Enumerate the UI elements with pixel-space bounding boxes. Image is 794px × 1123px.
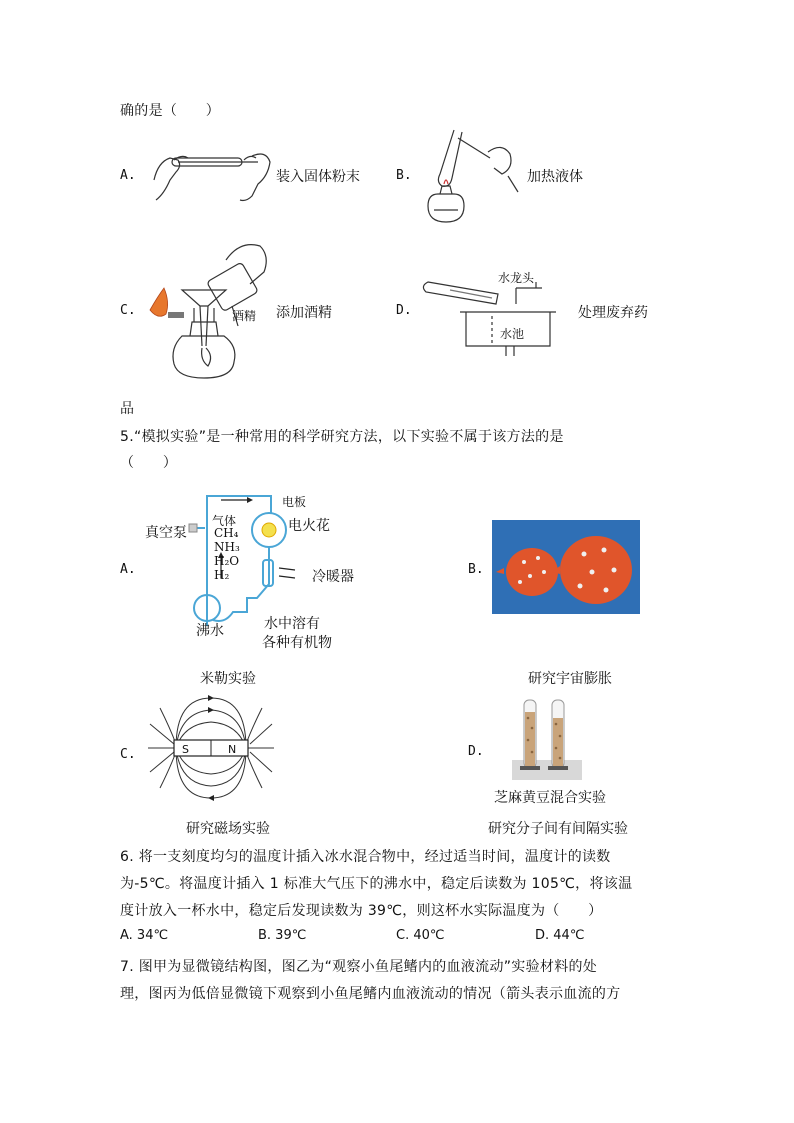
miller-h2-label: H₂ <box>214 568 230 582</box>
q6-choice-b: B. 39℃ <box>258 928 307 943</box>
miller-nh3-label: NH₃ <box>214 540 240 554</box>
q4-option-d-caption: 处理废弃药 <box>578 305 648 321</box>
q4-stem-tail: 确的是（ ） <box>120 103 221 119</box>
q5-option-c-letter: C. <box>120 747 136 762</box>
miller-ch4-label: CH₄ <box>214 526 239 540</box>
q4-option-c-letter: C. <box>120 303 136 318</box>
magnetic-field-diagram <box>146 694 276 802</box>
q4-option-d-letter: D. <box>396 303 412 318</box>
powder-loading-illustration <box>148 140 276 208</box>
q7-line-2: 理，图丙为低倍显微镜下观察到小鱼尾鳍内血液流动的情况（箭头表示血流的方 <box>120 986 621 1002</box>
q5-option-d-inner-label: 芝麻黄豆混合实验 <box>494 790 606 806</box>
q4-option-c-caption: 添加酒精 <box>276 305 332 321</box>
q4-caption-tail: 品 <box>120 401 135 417</box>
q4-option-b-caption: 加热液体 <box>527 169 583 185</box>
sesame-soybean-tubes-image <box>512 694 582 780</box>
miller-pump-label: 真空泵 <box>145 525 187 541</box>
q5-paren: （ ） <box>120 455 178 471</box>
svg-text:N: N <box>228 743 237 756</box>
miller-organic-label-2: 各种有机物 <box>262 635 332 651</box>
heating-liquid-illustration <box>418 128 522 228</box>
q4-option-c-inner-label: 酒精 <box>232 309 257 323</box>
svg-text:S: S <box>182 743 189 756</box>
miller-h2o-label: H₂O <box>214 554 240 568</box>
q6-choice-d: D. 44℃ <box>535 928 585 943</box>
miller-cooler-label: 冷暖器 <box>312 569 354 585</box>
miller-organic-label-1: 水中溶有 <box>264 616 320 632</box>
q5-option-a-letter: A. <box>120 562 136 577</box>
q6-choice-c: C. 40℃ <box>396 928 445 943</box>
q5-option-b-letter: B. <box>468 562 484 577</box>
universe-expansion-balloon-image <box>492 520 640 614</box>
miller-gas-label: 气体 <box>212 514 237 528</box>
q4-option-a-letter: A. <box>120 168 136 183</box>
q5-option-d-caption: 研究分子间有间隔实验 <box>488 821 628 837</box>
q7-line-1: 7. 图甲为显微镜结构图，图乙为“观察小鱼尾鳍内的血液流动”实验材料的处 <box>120 959 598 975</box>
waste-disposal-illustration <box>420 268 560 360</box>
q5-option-c-caption: 研究磁场实验 <box>186 821 270 837</box>
q6-line-1: 6. 将一支刻度均匀的温度计插入冰水混合物中，经过适当时间，温度计的读数 <box>120 849 611 865</box>
q6-line-3: 度计放入一杯水中，稳定后发现读数为 39℃，则这杯水实际温度为（ ） <box>120 903 603 919</box>
q4-option-a-caption: 装入固体粉末 <box>276 169 360 185</box>
q4-option-d-faucet-label: 水龙头 <box>498 271 535 285</box>
miller-spark-label: 电火花 <box>288 518 330 534</box>
miller-electrode-label: 电板 <box>282 495 307 509</box>
miller-boil-label: 沸水 <box>196 623 224 639</box>
q6-choice-a: A. 34℃ <box>120 928 169 943</box>
q5-option-b-caption: 研究宇宙膨胀 <box>528 671 612 687</box>
q5-option-a-caption: 米勒实验 <box>200 671 256 687</box>
q4-option-b-letter: B. <box>396 168 412 183</box>
q5-option-d-letter: D. <box>468 744 484 759</box>
q4-option-d-sink-label: 水池 <box>500 327 525 341</box>
q6-line-2: 为-5℃。将温度计插入 1 标准大气压下的沸水中，稳定后读数为 105℃，将该温 <box>120 876 633 892</box>
q5-stem: 5.“模拟实验”是一种常用的科学研究方法，以下实验不属于该方法的是 <box>120 429 564 445</box>
